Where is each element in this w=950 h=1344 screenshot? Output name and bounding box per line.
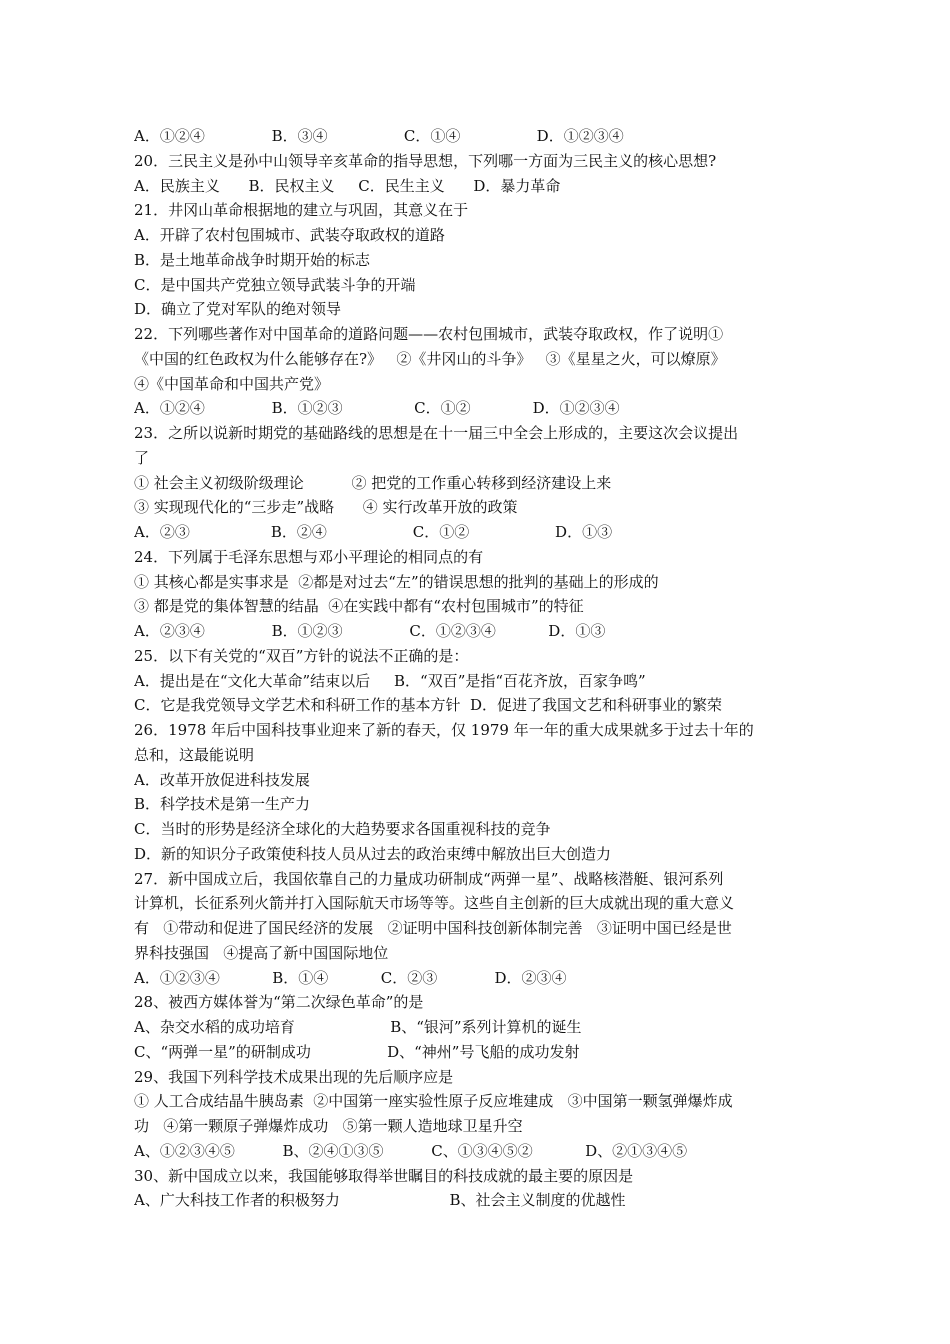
question-24: 24．下列属于毛泽东思想与邓小平理论的相同点的有: [134, 547, 484, 566]
text-line: ① 其核心都是实事求是 ②都是对过去“左”的错误思想的批判的基础上的形成的: [134, 572, 659, 591]
text-line: C．它是我党领导文学艺术和科研工作的基本方针 D．促进了我国文艺和科研事业的繁荣: [134, 696, 723, 715]
text-line: ① 人工合成结晶牛胰岛素 ②中国第一座实验性原子反应堆建成 ③中国第一颗氢弹爆炸成: [134, 1092, 733, 1111]
text-line: 功 ④第一颗原子弹爆炸成功 ⑤第一颗人造地球卫星升空: [134, 1117, 523, 1135]
text-line: B．科学技术是第一生产力: [134, 795, 311, 814]
question-22: 22．下列哪些著作对中国革命的道路问题——农村包围城市，武装夺取政权，作了说明①: [134, 325, 724, 343]
text-line: 计算机，长征系列火箭并打入国际航天市场等等。这些自主创新的巨大成就出现的重大意义: [134, 894, 735, 913]
text-line: ③ 都是党的集体智慧的结晶 ④在实践中都有“农村包围城市”的特征: [134, 597, 584, 616]
question-29: 29、我国下列科学技术成果出现的先后顺序应是: [134, 1067, 454, 1086]
question-27: 27．新中国成立后，我国依靠自己的力量成功研制成“两弹一星”、战略核潜艇、银河系列: [134, 869, 724, 888]
text-line: A．①②④ B．③④ C．①④ D．①②③④: [134, 127, 624, 145]
text-line: 总和，这最能说明: [134, 745, 255, 764]
question-26: 26．1978 年后中国科技事业迎来了新的春天，仅 1979 年一年的重大成果就多于过去十年的: [134, 721, 754, 739]
text-line: D．确立了党对军队的绝对领导: [134, 300, 342, 319]
text-line: 有 ①带动和促进了国民经济的发展 ②证明中国科技创新体制完善 ③证明中国已经是世: [134, 919, 732, 937]
text-line: C、“两弹一星”的研制成功 D、“神州”号飞船的成功发射: [134, 1042, 580, 1061]
text-line: C．当时的形势是经济全球化的大趋势要求各国重视科技的竞争: [134, 820, 551, 838]
text-line: D．新的知识分子政策使科技人员从过去的政治束缚中解放出巨大创造力: [134, 844, 612, 863]
text-line: 界科技强国 ④提高了新中国国际地位: [134, 943, 389, 962]
question-20: 20．三民主义是孙中山领导辛亥革命的指导思想，下列哪一方面为三民主义的核心思想?: [134, 151, 717, 170]
text-line: A．改革开放促进科技发展: [134, 770, 310, 789]
text-line: A．①②③④ B．①④ C．②③ D．②③④: [134, 968, 567, 987]
text-line: A、广大科技工作者的积极努力 B、社会主义制度的优越性: [134, 1191, 626, 1210]
text-line: A．民族主义 B．民权主义 C．民生主义 D．暴力革命: [134, 176, 561, 195]
text-line: ④《中国革命和中国共产党》: [134, 374, 330, 393]
exam-page: [134, 124, 824, 1213]
question-21: 21．井冈山革命根据地的建立与巩固，其意义在于: [134, 201, 469, 220]
question-25: 25．以下有关党的“双百”方针的说法不正确的是：: [134, 646, 469, 665]
text-line: A、①②③④⑤ B、②④①③⑤ C、①③④⑤② D、②①③④⑤: [134, 1141, 688, 1160]
text-line: 了: [134, 448, 150, 467]
text-line: ① 社会主义初级阶级理论 ② 把党的工作重心转移到经济建设上来: [134, 473, 612, 492]
text-line: A、杂交水稻的成功培育 B、“银河”系列计算机的诞生: [134, 1018, 582, 1036]
text-line: ③ 实现现代化的“三步走”战略 ④ 实行改革开放的政策: [134, 498, 518, 517]
text-line: A．②③④ B．①②③ C．①②③④ D．①③: [134, 622, 606, 640]
question-28: 28、被西方媒体誉为“第二次绿色革命”的是: [134, 993, 424, 1012]
text-line: A．①②④ B．①②③ C．①② D．①②③④: [134, 399, 620, 418]
text-line: 《中国的红色政权为什么能够存在?》 ②《井冈山的斗争》 ③《星星之火，可以燎原》: [134, 349, 726, 368]
text-line: C．是中国共产党独立领导武装斗争的开端: [134, 275, 416, 294]
question-23: 23．之所以说新时期党的基础路线的思想是在十一届三中全会上形成的，主要这次会议提出: [134, 424, 739, 442]
text-line: B．是土地革命战争时期开始的标志: [134, 250, 371, 269]
text-line: A．②③ B．②④ C．①② D．①③: [134, 523, 613, 541]
text-line: A．提出是在“文化大革命”结束以后 B．“双百”是指“百花齐放，百家争鸣”: [134, 671, 646, 690]
question-30: 30、新中国成立以来，我国能够取得举世瞩目的科技成就的最主要的原因是: [134, 1166, 634, 1185]
text-line: A．开辟了农村包围城市、武装夺取政权的道路: [134, 226, 445, 244]
